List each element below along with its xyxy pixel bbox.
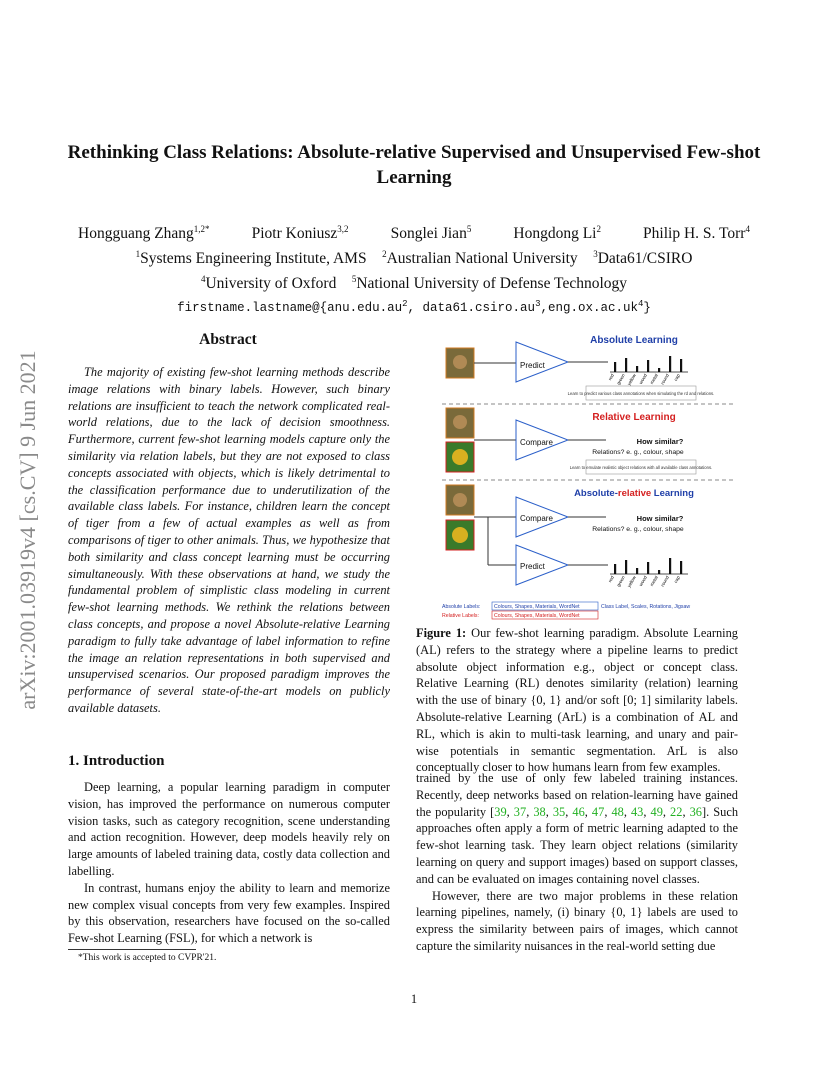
- how-similar-text: How similar?: [636, 437, 684, 446]
- figure-caption: [416, 625, 738, 776]
- section-heading: 1. Introduction: [68, 753, 165, 769]
- figure-1: [438, 330, 738, 620]
- bar-label: yellow: [626, 575, 637, 589]
- bar-label: round: [659, 575, 670, 588]
- flower-icon: [452, 527, 468, 543]
- arxiv-stamp-text: arXiv:2001.03919v4 [cs.CV] 9 Jun 2021: [15, 350, 40, 710]
- author-name: Piotr Koniusz: [251, 225, 338, 243]
- citation-link[interactable]: 38: [533, 804, 546, 819]
- arxiv-stamp: [8, 300, 48, 760]
- citation-link[interactable]: 49: [650, 804, 663, 819]
- affiliation: University of Oxford: [205, 275, 337, 293]
- affiliation: National University of Defense Technology: [356, 275, 628, 293]
- bar: [669, 356, 671, 372]
- figure-diagram: [438, 330, 738, 620]
- bar-group: [607, 356, 688, 386]
- absolute-learning-title: Absolute Learning: [590, 335, 678, 346]
- right-paragraph-2: However, there are two major problems in these relation learning pipelines, namely, (i) binary {0, 1} labels are used to express the similarity between pairs of images, which cannot capture the similarity nuisances in the real-world setting due: [416, 888, 738, 953]
- author-list: [50, 219, 778, 244]
- bar: [680, 359, 682, 372]
- compare-label: Compare: [520, 438, 553, 447]
- bar-label: wood: [638, 373, 648, 385]
- bar-label: metal: [649, 575, 659, 588]
- paper-title: Rethinking Class Relations: Absolute-relative Supervised and Unsupervised Few-shot Learning: [67, 142, 761, 188]
- citation-link[interactable]: 47: [591, 804, 605, 819]
- bar-label: metal: [649, 373, 659, 386]
- bar: [636, 366, 638, 372]
- bar-group: [607, 558, 688, 588]
- affiliation: Australian National University: [386, 250, 578, 268]
- author-entry: Hongguang Zhang$^{1,2*}$: [78, 224, 210, 243]
- author-name: Philip H. S. Torr: [643, 225, 746, 243]
- rel-labels-val: Colours, Shapes, Materials, WordNet: [494, 613, 580, 619]
- flower-icon: [452, 449, 468, 465]
- bar-label: yellow: [626, 373, 637, 387]
- author-entry: Philip H. S. Torr$^4$: [643, 224, 750, 243]
- relations-hint: Relations? e. g., colour, shape: [592, 526, 684, 533]
- citation-link[interactable]: 48: [611, 804, 624, 819]
- right-paragraph-1: trained by the use of only few labeled training instances. Recently, deep networks based on relation-learning have gained the popularity [39, 37, 38, 35, 46, 47, 48, 43, 49, 22, 36]. Such approaches often apply a form of metric learning adapted to the few-shot learning task. They learn object relations (similarity learning on query and support images) based on support classes, and can be evaluated on images containing novel classes.: [416, 771, 739, 886]
- bar: [680, 561, 682, 574]
- citation-link[interactable]: 35: [552, 804, 566, 819]
- citation-list: 39, 37, 38, 35, 46, 47, 48, 43, 49, 22, 36: [494, 804, 702, 819]
- rel-labels-key: Relative Labels:: [442, 613, 479, 619]
- bar: [647, 360, 649, 372]
- abs-labels-val: Colours, Shapes, Materials, WordNet: [494, 604, 580, 610]
- author-name: Hongguang Zhang: [78, 225, 194, 243]
- bar-label: cap: [672, 575, 681, 584]
- how-similar-text: How similar?: [636, 514, 684, 523]
- bird-icon: [453, 415, 467, 429]
- abstract-heading: Abstract: [199, 331, 257, 348]
- bar: [625, 358, 627, 372]
- bar-label: red: [607, 373, 615, 382]
- bar: [614, 362, 616, 372]
- relations-hint: Relations? e. g., colour, shape: [592, 449, 684, 456]
- affiliation: Systems Engineering Institute, AMS: [140, 250, 367, 268]
- bar: [614, 564, 616, 574]
- bar-label: green: [615, 373, 626, 386]
- bar: [636, 568, 638, 574]
- page-number: 1: [410, 992, 418, 1006]
- intro-left-column: [68, 779, 390, 947]
- author-entry: Songlei Jian$^5$: [390, 224, 472, 243]
- abstract-text: The majority of existing few-shot learning methods describe image relations with binary labels. However, such binary relations are insufficient to teach the network complicated real-world relations, due to the lack of decision smoothness. Furthermore, current few-shot learning models capture only the similarity via relation labels, but they are not exposed to class concepts associated with objects, which is likely detrimental to the classification performance due to underutilization of the available class labels. For instance, children learn the concept of tiger from a few of actual examples as well as from comparisons of tiger to other animals. Thus, we hypothesize that both similarity and class concept learning must be occurring simultaneously. With these observations at hand, we study the fundamental problem of simplistic class modeling in current few-shot learning methods. We rethink the relations between class concepts, and propose a novel Absolute-relative Learning paradigm to fully take advantage of label information to refine the image an relation representations in both supervised and unsupervised scenarios. Our proposed paradigm improves the performance of several state-of-the-art models on publicly available datasets.: [68, 365, 390, 715]
- bar: [669, 558, 671, 574]
- al-note-text: Learn to predict various class annotations when simulating the rd and relations.: [567, 391, 715, 396]
- author-block: [50, 219, 778, 319]
- citation-link[interactable]: 46: [572, 804, 585, 819]
- caption-label: Figure 1:: [416, 626, 467, 640]
- email-line: $firstname.lastname@\{anu.edu.au^2$, $data61.csiro.au^3,eng.ox.ac.uk^4$}: [177, 299, 651, 316]
- rl-note-text: Learn to emulate realistic object relations with all available class annotations.: [569, 465, 713, 470]
- citation-link[interactable]: 36: [689, 804, 702, 819]
- bar: [658, 570, 660, 574]
- relative-learning-title: Relative Learning: [592, 412, 676, 423]
- predict-label: Predict: [520, 361, 545, 370]
- affiliations-line-1: $^1$Systems Engineering Institute, AMS $^2$Australian National University $^3$Data61/CSIRO: [135, 249, 693, 268]
- citation-link[interactable]: 43: [630, 804, 644, 819]
- affiliations-line-2: $^4$University of Oxford $^5$National University of Defense Technology: [200, 274, 628, 293]
- bar: [647, 562, 649, 574]
- bar-label: wood: [638, 575, 648, 587]
- author-entry: Piotr Koniusz$^{3,2}$: [251, 224, 349, 243]
- bar: [625, 560, 627, 574]
- ar-learning-title: Absolute-relative Learning: [574, 488, 694, 499]
- bird-icon: [453, 493, 467, 507]
- abs-labels-extra: Class Label, Scales, Rotations, Jigsaw: [601, 604, 691, 610]
- citation-link[interactable]: 22: [670, 804, 683, 819]
- footnote-rule: [68, 949, 196, 950]
- bar: [658, 368, 660, 372]
- bar-label: red: [607, 575, 615, 584]
- bar-label: round: [659, 373, 670, 386]
- intro-paragraph-2: In contrast, humans enjoy the ability to learn and memorize new complex visual concepts from very few examples. Inspired by this observation, researchers have focused on the so-called Few-shot Learning (FSL), for which a network is: [68, 880, 390, 946]
- author-name: Songlei Jian: [390, 225, 467, 243]
- compare-label: Compare: [520, 514, 553, 523]
- author-name: Hongdong Li: [513, 225, 597, 243]
- footnote: *This work is accepted to CVPR'21.: [78, 953, 217, 963]
- affiliation: Data61/CSIRO: [597, 250, 693, 268]
- citation-link[interactable]: 39: [494, 804, 507, 819]
- intro-paragraph-1: Deep learning, a popular learning paradigm in computer vision, has improved the performance on numerous computer vision tasks, such as category recognition, scene understanding and action recognition. However, deep models heavily rely on large amounts of labeled training data, costly data collection and labelling.: [68, 780, 390, 878]
- citation-link[interactable]: 37: [513, 804, 527, 819]
- bar-label: green: [615, 575, 626, 588]
- intro-right-column: [416, 770, 738, 955]
- caption-text: Our few-shot learning paradigm. Absolute Learning (AL) refers to the strategy where a pipeline learns to predict absolute object information e.g., object or concept class. Relative Learning (RL) denotes similarity (relation) learning with the use of binary {0, 1} and/or soft [0; 1] similarity labels. Absolute-relative Learning (ArL) is a combination of AL and RL, which is akin to multi-task learning, and unary and pair-wise potentials in semantic segmentation. ArL is also conceptually closer to how humans learn from few examples.: [416, 626, 738, 775]
- predict-label: Predict: [520, 562, 545, 571]
- bar-label: cap: [672, 373, 681, 382]
- author-entry: Hongdong Li$^2$: [513, 224, 601, 243]
- bird-icon: [453, 355, 467, 369]
- abs-labels-key: Absolute Labels:: [442, 604, 481, 610]
